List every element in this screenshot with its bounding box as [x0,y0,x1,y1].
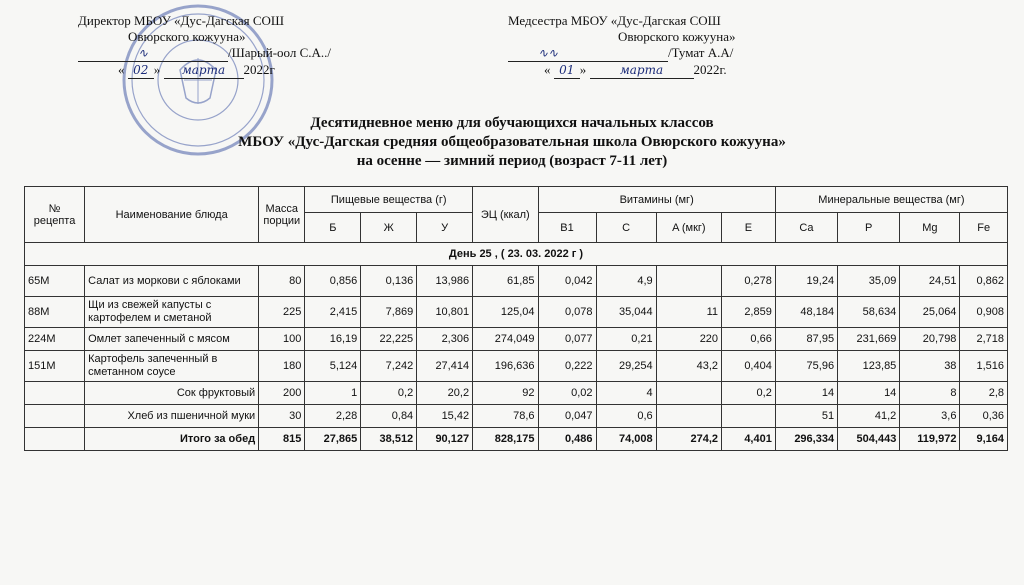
col-energy: ЭЦ (ккал) [473,187,538,243]
col-e: E [722,213,776,243]
table-cell: 20,798 [900,328,960,351]
table-cell: 123,85 [838,351,900,382]
table-cell: 815 [259,428,305,451]
table-cell: Сок фруктовый [85,382,259,405]
table-cell: 0,856 [305,266,361,297]
table-cell: 16,19 [305,328,361,351]
table-cell: 20,2 [417,382,473,405]
director-signature-line [78,45,338,62]
menu-table [24,186,1008,451]
table-cell: 43,2 [656,351,721,382]
table-cell: 61,85 [473,266,538,297]
col-a: A (мкг) [656,213,721,243]
table-cell [656,382,721,405]
nurse-date-day: 01 [559,63,575,77]
col-b1: B1 [538,213,596,243]
table-row [25,351,1008,382]
table-cell: 58,634 [838,297,900,328]
nurse-name: /Тумат А.А/ [668,45,734,60]
table-cell: » [579,62,587,77]
nurse-signature: ∿∿ [538,46,559,60]
table-cell: 828,175 [473,428,538,451]
director-org: Овюрского кожууна» [128,29,246,44]
table-cell: 3,6 [900,405,960,428]
table-cell: 125,04 [473,297,538,328]
director-date-day: 02 [133,63,149,77]
title-line-1: Десятидневное меню для обучающихся начальных классов [310,115,714,131]
table-cell: 2,718 [960,328,1008,351]
table-cell: 2,306 [417,328,473,351]
nurse-title: Медсестра МБОУ «Дус-Дагская СОШ [508,13,721,28]
col-ca: Ca [775,213,837,243]
table-cell: 78,6 [473,405,538,428]
table-cell: 25,064 [900,297,960,328]
table-cell [25,382,85,405]
table-cell: 220 [656,328,721,351]
table-cell: 74,008 [596,428,656,451]
header-nurse [508,13,778,79]
table-cell: 225 [259,297,305,328]
table-row [25,266,1008,297]
table-cell: 0,6 [596,405,656,428]
col-mg: Mg [900,213,960,243]
col-c: C [596,213,656,243]
table-cell [722,405,776,428]
col-p: P [838,213,900,243]
table-cell: 2,8 [960,382,1008,405]
table-cell: 151М [25,351,85,382]
table-cell: 24,51 [900,266,960,297]
table-cell [25,405,85,428]
col-fe: Fe [960,213,1008,243]
table-cell: 87,95 [775,328,837,351]
table-cell: Картофель запеченный в сметанном соусе [85,351,259,382]
table-cell: 15,42 [417,405,473,428]
director-name: /Шарый-оол С.А../ [228,45,332,60]
table-cell: Щи из свежей капусты с картофелем и сметаной [85,297,259,328]
table-cell: 27,865 [305,428,361,451]
table-cell: 14 [838,382,900,405]
table-cell: 19,24 [775,266,837,297]
col-recipe: № рецепта [25,187,85,243]
director-title: Директор МБОУ «Дус-Дагская СОШ [78,13,285,28]
col-minerals: Минеральные вещества (мг) [775,187,1007,213]
table-cell: 30 [259,405,305,428]
table-cell: 14 [775,382,837,405]
table-cell: 4,401 [722,428,776,451]
title-line-2: МБОУ «Дус-Дагская средняя общеобразовательная школа Овюрского кожууна» [238,134,786,150]
table-cell: 231,669 [838,328,900,351]
col-nutrients: Пищевые вещества (г) [305,187,473,213]
table-cell: 0,222 [538,351,596,382]
table-cell: Салат из моркови с яблоками [85,266,259,297]
table-cell: 0,078 [538,297,596,328]
table-cell: 5,124 [305,351,361,382]
nurse-date-year: 2022г. [693,62,727,77]
table-cell: 9,164 [960,428,1008,451]
table-cell [25,428,85,451]
table-cell: 88М [25,297,85,328]
table-row [25,328,1008,351]
table-cell: 4,9 [596,266,656,297]
table-cell: 100 [259,328,305,351]
nurse-org: Овюрского кожууна» [618,29,736,44]
director-date-year: 2022г [243,62,275,77]
table-cell: 7,869 [361,297,417,328]
table-cell: Итого за обед [85,428,259,451]
table-cell: « [544,62,551,77]
table-cell: 75,96 [775,351,837,382]
nurse-date-line [508,62,778,79]
table-cell [656,266,721,297]
table-cell: 180 [259,351,305,382]
title-line-3: на осенне — зимний период (возраст 7-11 лет) [356,153,668,169]
col-b: Б [305,213,361,243]
table-cell: 0,047 [538,405,596,428]
table-cell: 22,225 [361,328,417,351]
table-cell: 2,415 [305,297,361,328]
director-date-month: марта [181,63,226,77]
table-row [25,405,1008,428]
table-cell: 35,09 [838,266,900,297]
table-cell: 296,334 [775,428,837,451]
table-cell: 274,2 [656,428,721,451]
table-cell: 1 [305,382,361,405]
table-cell: 200 [259,382,305,405]
table-cell: 274,049 [473,328,538,351]
day-label: День 25 , ( 23. 03. 2022 г ) [25,243,1008,266]
document-title [0,114,1024,171]
col-zh: Ж [361,213,417,243]
table-cell: Омлет запеченный с мясом [85,328,259,351]
table-cell: 27,414 [417,351,473,382]
table-cell: 0,908 [960,297,1008,328]
table-cell: 0,66 [722,328,776,351]
table-cell: 0,077 [538,328,596,351]
table-cell: 119,972 [900,428,960,451]
table-cell: 0,2 [722,382,776,405]
table-cell: « [118,62,125,77]
table-cell: 29,254 [596,351,656,382]
table-cell: 4 [596,382,656,405]
table-cell: 2,859 [722,297,776,328]
table-cell [656,405,721,428]
table-cell: 90,127 [417,428,473,451]
table-cell: 35,044 [596,297,656,328]
table-cell: 48,184 [775,297,837,328]
table-cell: 0,278 [722,266,776,297]
table-cell: 1,516 [960,351,1008,382]
table-cell: 2,28 [305,405,361,428]
table-cell: 0,042 [538,266,596,297]
col-u: У [417,213,473,243]
table-cell: 38 [900,351,960,382]
table-cell: 65М [25,266,85,297]
col-vitamins: Витамины (мг) [538,187,775,213]
table-cell: 0,21 [596,328,656,351]
table-cell: 0,2 [361,382,417,405]
table-cell: 92 [473,382,538,405]
table-cell: 0,404 [722,351,776,382]
table-cell: 0,84 [361,405,417,428]
table-cell: Хлеб из пшеничной муки [85,405,259,428]
table-cell: 11 [656,297,721,328]
table-cell: 7,242 [361,351,417,382]
table-cell: 224М [25,328,85,351]
nurse-date-month: марта [619,63,664,77]
table-cell: 8 [900,382,960,405]
table-cell: 13,986 [417,266,473,297]
table-cell: 0,862 [960,266,1008,297]
table-cell: 51 [775,405,837,428]
table-cell: 0,136 [361,266,417,297]
table-cell: 0,02 [538,382,596,405]
table-total-row [25,428,1008,451]
table-cell: 504,443 [838,428,900,451]
table-row [25,382,1008,405]
table-row [25,297,1008,328]
table-cell: 41,2 [838,405,900,428]
director-signature: ∿ [138,46,149,60]
table-cell: 0,486 [538,428,596,451]
header-director [78,13,338,79]
table-cell: 196,636 [473,351,538,382]
table-cell: 0,36 [960,405,1008,428]
col-mass: Масса порции [259,187,305,243]
director-date-line [78,62,338,79]
table-cell: 10,801 [417,297,473,328]
col-dish: Наименование блюда [85,187,259,243]
nurse-signature-line [508,45,778,62]
table-cell: » [153,62,161,77]
table-cell: 80 [259,266,305,297]
table-cell: 38,512 [361,428,417,451]
